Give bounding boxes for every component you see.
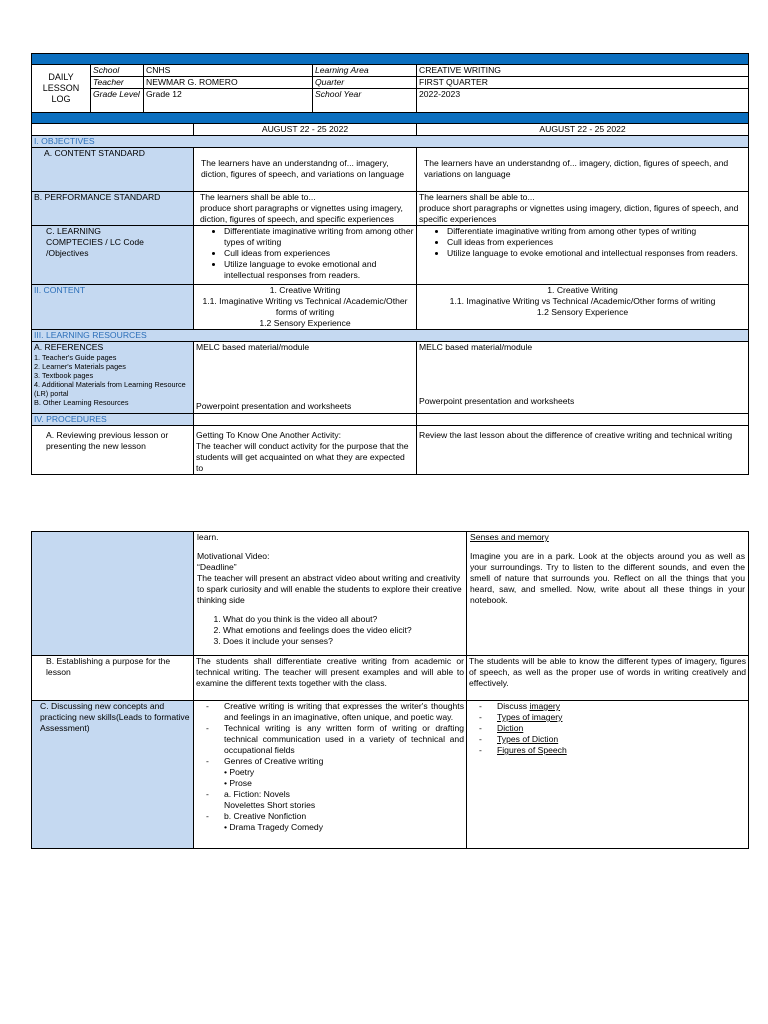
competency-item: • Utilize language to evoke emotional and intellectual responses from readers. — [447, 248, 746, 259]
discussing-concepts-col1 — [194, 701, 467, 849]
content-col2: 1. Creative Writing 1.1. Imaginative Writing vs Technical /Academic/Other forms of writing 1.2 Sensory Experience — [417, 285, 749, 330]
reviewing-lesson-col1: Getting To Know One Another Activity: The teacher will conduct activity for the purpose that the students will get acquainted on what they are expected to — [194, 426, 417, 475]
performance-standard-col1: The learners shall be able to... produce short paragraphs or vignettes using imagery, diction, figures of speech, and specific experiences — [194, 192, 417, 226]
concept-item: - a. Fiction: Novels Novelettes Short stories — [224, 789, 464, 811]
references-col1: MELC based material/module Powerpoint presentation and worksheets — [194, 342, 417, 414]
content-col1: 1. Creative Writing 1.1. Imaginative Writing vs Technical /Academic/Other forms of writing 1.2 Sensory Experience — [194, 285, 417, 330]
topic-item: - Figures of Speech — [497, 745, 746, 756]
topic-item: - Types of Diction — [497, 734, 746, 745]
references-col2: MELC based material/module Powerpoint presentation and worksheets — [417, 342, 749, 414]
grade-level-value: Grade 12 — [144, 89, 313, 113]
senses-memory-cell: Senses and memory Imagine you are in a park. Look at the objects around you as well as your surroundings. Try to listen to the different sounds, and even the smell of nature that surrounds you. Reflect on all the things that you heard, saw, and smelled. Now, write about all these things in your notebook. — [467, 532, 749, 656]
competency-item: • Utilize language to evoke emotional and intellectual responses from readers. — [224, 259, 414, 281]
establishing-purpose-label: B. Establishing a purpose for the lesson — [32, 656, 194, 701]
school-value: CNHS — [144, 65, 313, 77]
daily-lesson-log-label: DAILY LESSON LOG — [32, 65, 91, 113]
topic-item: - Types of imagery — [497, 712, 746, 723]
reviewing-lesson-col2: Review the last lesson about the difference of creative writing and technical writing — [417, 426, 749, 475]
lesson-log-table-part2 — [31, 531, 749, 849]
competencies-col1 — [194, 226, 417, 285]
question-item: 2. What emotions and feelings does the video elicit? — [223, 625, 464, 636]
procedures-col1-blank — [194, 414, 417, 426]
school-year-value: 2022-2023 — [417, 89, 749, 113]
quarter-label: Quarter — [313, 77, 417, 89]
learning-area-label: Learning Area — [313, 65, 417, 77]
competencies-col2 — [417, 226, 749, 285]
performance-standard-col2: The learners shall be able to... produce short paragraphs or vignettes using imagery, diction, figures of speech, and specific experiences — [417, 192, 749, 226]
date-col2: AUGUST 22 - 25 2022 — [417, 124, 749, 136]
content-standard-col1: The learners have an understandng of... imagery, diction, figures of speech, and variations on language — [194, 148, 417, 192]
motivational-video-cell: learn. Motivational Video: “Deadline” The teacher will present an abstract video about writing and creativity to spark curiosity and will enable the students to explore their creative thinking side 1. What do you think is the video all about? 2. What emotions and feelings does the video elicit? 3. Does it include your senses? — [194, 532, 467, 656]
competency-item: • Cull ideas from experiences — [447, 237, 746, 248]
teacher-label: Teacher — [91, 77, 144, 89]
blank-label-cell — [32, 124, 194, 136]
school-year-label: School Year — [313, 89, 417, 113]
header-bar — [32, 54, 749, 65]
learning-area-value: CREATIVE WRITING — [417, 65, 749, 77]
learning-resources-heading: III. LEARNING RESOURCES — [32, 330, 749, 342]
discussing-concepts-label: C. Discussing new concepts and practicing new skills(Leads to formative Assessment) — [32, 701, 194, 849]
question-item: 3. Does it include your senses? — [223, 636, 464, 647]
procedures-heading: IV. PROCEDURES — [32, 414, 194, 426]
competencies-label: C. LEARNING COMPTECIES / LC Code /Objectives — [32, 226, 194, 285]
concept-item: - Technical writing is any written form of writing or drafting technical communication used in a variety of technical and occupational fields — [224, 723, 464, 756]
concept-item: - Genres of Creative writing • Poetry • Prose — [224, 756, 464, 789]
divider-bar — [32, 113, 749, 124]
quarter-value: FIRST QUARTER — [417, 77, 749, 89]
content-heading: II. CONTENT — [32, 285, 194, 330]
reviewing-lesson-label: A. Reviewing previous lesson or presenting the new lesson — [32, 426, 194, 475]
date-col1: AUGUST 22 - 25 2022 — [194, 124, 417, 136]
references-label-cell: A. REFERENCES 1. Teacher's Guide pages 2. Learner's Materials pages 3. Textbook pages 4. Additional Materials from Learning Resource (LR) portal B. Other Learning Resources — [32, 342, 194, 414]
lesson-log-table-part1 — [31, 53, 749, 475]
content-standard-col2: The learners have an understandng of... imagery, diction, figures of speech, and variations on language — [417, 148, 749, 192]
competency-item: • Cull ideas from experiences — [224, 248, 414, 259]
grade-level-label: Grade Level — [91, 89, 144, 113]
performance-standard-label: B. PERFORMANCE STANDARD — [32, 192, 194, 226]
content-standard-label: A. CONTENT STANDARD — [32, 148, 194, 192]
teacher-value: NEWMAR G. ROMERO — [144, 77, 313, 89]
objectives-heading: I. OBJECTIVES — [32, 136, 749, 148]
topic-item: - Discuss imagery — [497, 701, 746, 712]
topic-item: - Diction — [497, 723, 746, 734]
school-label: School — [91, 65, 144, 77]
establishing-purpose-col2: The students will be able to know the different types of imagery, figures of speech, as well as the proper use of words in writing creatively and effectively. — [467, 656, 749, 701]
competency-item: • Differentiate imaginative writing from among other types of writing — [224, 226, 414, 248]
procedures-col2-blank — [417, 414, 749, 426]
discussing-concepts-col2 — [467, 701, 749, 849]
continuation-label-cell — [32, 532, 194, 656]
establishing-purpose-col1: The students shall differentiate creative writing from academic or technical writing. The teacher will present examples and will able to examine the different texts together with the class. — [194, 656, 467, 701]
question-item: 1. What do you think is the video all about? — [223, 614, 464, 625]
competency-item: • Differentiate imaginative writing from among other types of writing — [447, 226, 746, 237]
concept-item: - b. Creative Nonfiction • Drama Tragedy Comedy — [224, 811, 464, 833]
concept-item: - Creative writing is writing that expresses the writer's thoughts and feelings in an imaginative, often unique, and poetic way. — [224, 701, 464, 723]
